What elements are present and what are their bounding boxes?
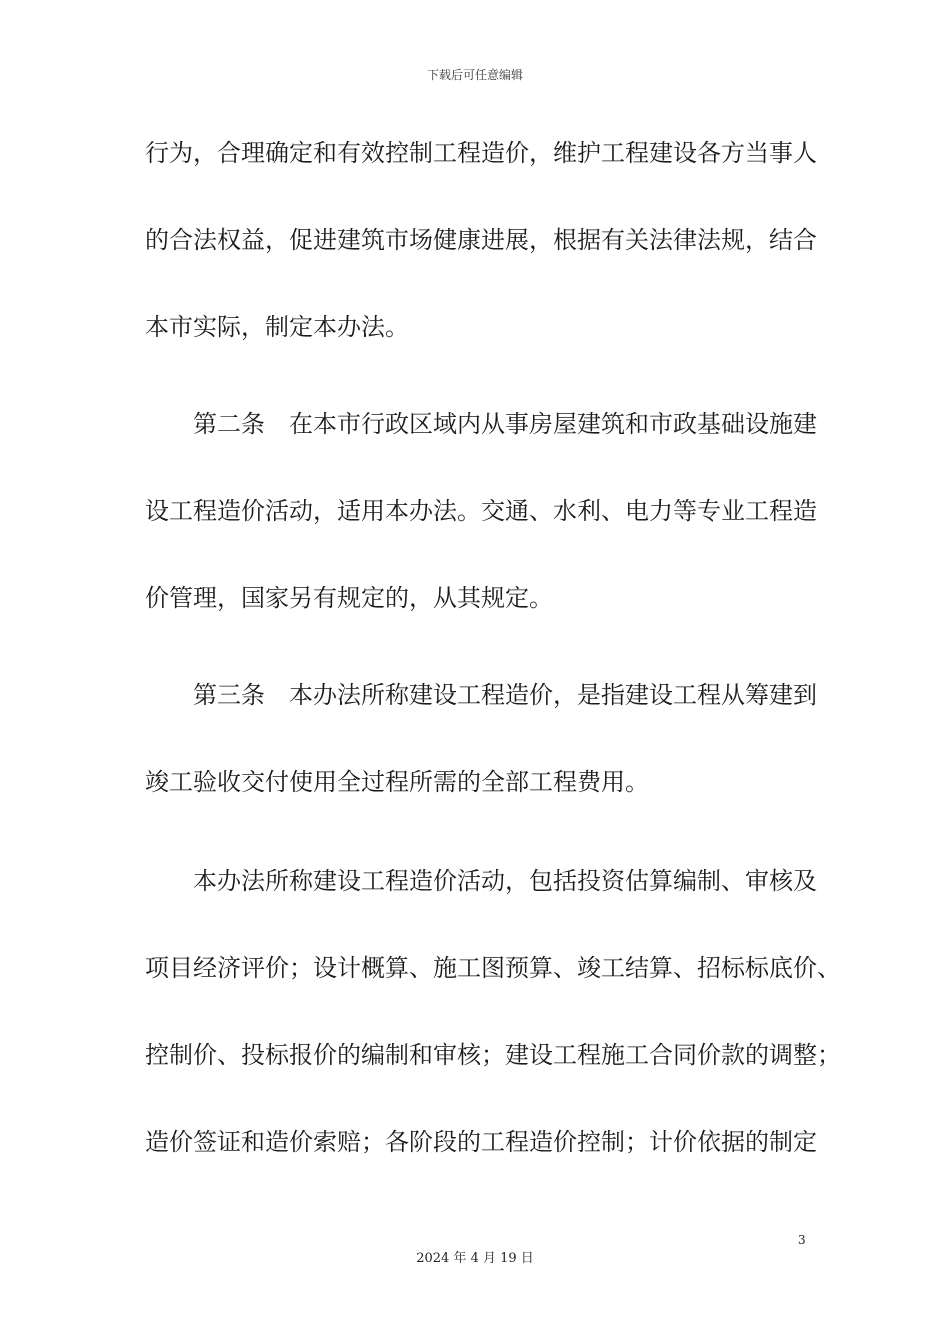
body-line: 造价签证和造价索赔；各阶段的工程造价控制；计价依据的制定 [145,1128,817,1156]
page-number: 3 [798,1233,806,1247]
body-line: 价管理，国家另有规定的，从其规定。 [145,584,553,612]
body-line: 第二条 在本市行政区域内从事房屋建筑和市政基础设施建 [145,410,817,438]
body-line: 控制价、投标报价的编制和审核；建设工程施工合同价款的调整； [145,1041,841,1069]
body-line: 项目经济评价；设计概算、施工图预算、竣工结算、招标标底价、 [145,954,841,982]
page-header: 下载后可任意编辑 [426,68,523,82]
body-line: 的合法权益，促进建筑市场健康进展，根据有关法律法规，结合 [145,226,817,254]
body-line: 第三条 本办法所称建设工程造价，是指建设工程从筹建到 [145,681,817,709]
body-line: 行为，合理确定和有效控制工程造价，维护工程建设各方当事人 [145,139,817,167]
body-line: 本办法所称建设工程造价活动，包括投资估算编制、审核及 [145,867,817,895]
body-line: 设工程造价活动，适用本办法。交通、水利、电力等专业工程造 [145,497,817,525]
footer-date: 2024 年 4 月 19 日 [416,1251,534,1266]
body-line: 竣工验收交付使用全过程所需的全部工程费用。 [145,768,649,796]
body-line: 本市实际，制定本办法。 [145,313,409,341]
